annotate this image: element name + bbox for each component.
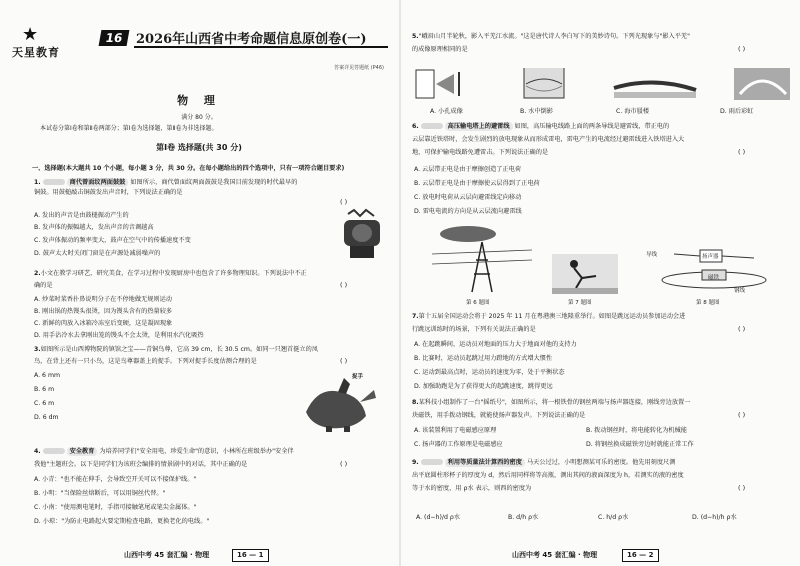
option-c: C. 放电时电荷从云层向避雷线定向移动 xyxy=(414,194,522,201)
answer-paren: ( ) xyxy=(340,198,348,206)
option-d: D. 6 dm xyxy=(34,414,59,421)
question-7 xyxy=(412,312,685,321)
option-d: D. 雷电电流的方向是从云层流向避雷线 xyxy=(414,208,522,215)
answer-paren: ( ) xyxy=(738,45,746,53)
question-text: 如图所示是山西博物院的镇馆之宝——青铜鸟尊，它高 39 cm，长 30.5 cm。如同一只翘首挺立的凤 xyxy=(40,346,318,353)
question-text: 我他"主题班会。以下是同学们为该班会编排的情景剧中的对话，其中正确的是 xyxy=(34,461,248,468)
option-a: A. 小孔成像 xyxy=(430,108,463,115)
answer-paren: ( ) xyxy=(738,325,746,333)
question-number: 9. xyxy=(412,459,419,466)
section-title: 一、选择题(本大题共 10 个小题，每小题 3 分，共 30 分。在每小题给出的四个选项中，只有一项符合题目要求) xyxy=(32,165,345,172)
answer-paren: ( ) xyxy=(340,281,348,289)
right-page xyxy=(402,0,800,566)
transmission-tower-image xyxy=(432,224,532,294)
option-b: B. d/h ρ水 xyxy=(508,514,539,521)
option-d: D. (d−h)/h ρ水 xyxy=(692,514,737,521)
answer-reference: 答案详见答题纸 (P46) xyxy=(334,65,384,71)
option-c: C. 6 m xyxy=(34,400,55,407)
magnet-label: 磁铁 xyxy=(708,275,720,281)
option-b: B. 6 m xyxy=(34,386,55,393)
question-text: 第十五届全国运动会将于 2025 年 11 月在粤港澳三地隆重举行。如图是跳远运动员参加运动会进 xyxy=(418,313,686,320)
question-text: 如图所示，商代曾面纹两面鼓鼓是我国目前发现的时代最早的 xyxy=(130,179,298,186)
question-text: 如图，高压输电线路上面的两条导线是避雷线，带正电的 xyxy=(514,123,670,130)
instructions: 本试卷分第Ⅰ卷和第Ⅱ卷两部分；第Ⅰ卷为选择题，第Ⅱ卷为非选择题。 xyxy=(40,125,218,132)
question-text: 马天公过过，小明想测某可乐的密度。他先用刻度尺测 xyxy=(526,459,676,466)
option-b: B. 刚出锅的热馒头很烫，因为馒头含有的热量较多 xyxy=(34,308,173,315)
option-a: A. 6 mm xyxy=(34,372,61,379)
option-a: A. 小青："也不能在伸手，会导致空开关可以不接保护线。" xyxy=(34,476,197,483)
option-a: A. 发出的声音是由鼓槌振动产生的 xyxy=(34,212,129,219)
header xyxy=(10,24,388,59)
page-number: 16 — 1 xyxy=(232,549,269,562)
option-d: D. 将钢丝换成磁铁旁边时就能正常工作 xyxy=(586,441,694,448)
answer-paren: ( ) xyxy=(738,484,746,492)
option-b: B. 拨动钢丝时，将电能转化为机械能 xyxy=(586,427,687,434)
question-number: 1. xyxy=(34,179,41,186)
footer-text: 山西中考 45 套汇编 · 物理 xyxy=(512,551,598,559)
question-text: 块磁铁，用手拨动钢线，就能使扬声器发声。下列说法正确的是 xyxy=(412,412,586,419)
option-d: D. 加强助跑是为了获得更大的起跳速度，跳得更远 xyxy=(414,383,553,390)
left-page xyxy=(0,0,398,566)
topic-tag: 安全教育 xyxy=(67,447,98,456)
question-text: 鸟，在背上还有一只小鸟，这是鸟尊器盖上的捉手。下列对捉手长度估测合理的是 xyxy=(34,358,257,365)
exam-title: 2026年山西省中考命题信息原创卷(一) xyxy=(136,32,367,47)
question-text: 等于水的密度，用 ρ水 表示，则西的密度为 xyxy=(412,485,532,492)
answer-paren: ( ) xyxy=(340,460,348,468)
question-1 xyxy=(34,178,297,187)
question-text: 的成像原理相同的是 xyxy=(412,46,468,53)
star-icon: ★ xyxy=(22,24,39,45)
score-note: 满分 80 分。 xyxy=(181,114,217,121)
publisher-logo xyxy=(12,24,72,59)
question-text: 云层靠近铁塔时，会发生剧烈的放电现象从而形成雷电，雷电产生的电流经过避雷线进入铁塔进入大 xyxy=(412,136,685,143)
long-jump-image xyxy=(552,254,618,294)
question-4 xyxy=(34,447,294,456)
option-a: A. 云层带正电是由于摩擦创造了正电荷 xyxy=(414,166,522,173)
option-c: C. 海市蜃楼 xyxy=(616,108,650,115)
option-b: B. 水中倒影 xyxy=(520,108,553,115)
difficulty-bar xyxy=(421,459,443,465)
bird-vessel-image xyxy=(300,372,380,434)
question-number: 7. xyxy=(412,313,419,320)
option-c: C. 小南："使用测电笔时，手指可接触笔尾或笔尖金属体。" xyxy=(34,504,197,511)
question-text: "峨眉山月半轮秋，影入平羌江水流。"这是唐代诗人李白写下的美妙诗句。下列光现象与"影入平羌" xyxy=(418,33,690,40)
option-c: C. h/d ρ水 xyxy=(598,514,629,521)
difficulty-bar xyxy=(43,179,65,185)
q5-figures xyxy=(414,64,792,104)
question-2 xyxy=(34,269,307,278)
question-3 xyxy=(34,345,318,354)
logo-text: 天星教育 xyxy=(12,46,60,59)
question-text: 确的是 xyxy=(34,282,53,289)
option-a: A. 炒菜时菜香扑鼻说明分子在不停地做无规则运动 xyxy=(34,296,172,303)
option-d: D. 鼓声太大时关闭门窗是在声源处减弱噪声的 xyxy=(34,250,161,257)
steel-wire-label: 钢线 xyxy=(734,288,746,294)
question-number: 2. xyxy=(34,270,41,277)
question-text: 某科技小组制作了一台"摇纸号"，如图所示，将一根铁骨的钢丝两端与扬声器连接，刚线旁边放置一 xyxy=(418,399,691,406)
page-number: 16 — 2 xyxy=(622,549,659,562)
wire-label: 导线 xyxy=(646,252,658,258)
option-c: C. 发声体振动的频率变大，鼓声在空气中的传播速度不变 xyxy=(34,237,191,244)
subject-title: 物 理 xyxy=(177,94,221,107)
question-text: 地，可保护输电线路免遭雷击。下列说法正确的是 xyxy=(412,149,549,156)
handle-label: 捉手 xyxy=(352,374,364,380)
fig-caption-7: 第 7 题图 xyxy=(568,300,592,306)
option-a: A. (d−h)/d ρ水 xyxy=(416,514,461,521)
option-b: B. 小明："当保险丝熔断后，可以用铜丝代替。" xyxy=(34,490,166,497)
question-number: 6. xyxy=(412,123,419,130)
difficulty-bar xyxy=(43,448,65,454)
question-number: 8. xyxy=(412,399,419,406)
question-9 xyxy=(412,458,675,467)
footer-text: 山西中考 45 套汇编 · 物理 xyxy=(124,551,210,559)
part1-title: 第Ⅰ卷 选择题(共 30 分) xyxy=(156,143,242,152)
topic-tag: 商代曾面纹两面鼓鼓 xyxy=(67,178,129,187)
question-5 xyxy=(412,32,690,41)
question-text: 为培养同学们"安全用电，珍爱生命"的意识，小林所在班级举办"安全伴 xyxy=(99,448,294,455)
answer-paren: ( ) xyxy=(340,357,348,365)
fig-caption-8: 第 8 题图 xyxy=(696,300,720,306)
option-b: B. 云层带正电是由于摩擦使云层得到了正电荷 xyxy=(414,180,540,187)
page-gutter xyxy=(399,0,401,566)
question-number: 4. xyxy=(34,448,41,455)
option-b: B. 发声体的振幅越大，发出声音的音调越高 xyxy=(34,224,154,231)
fig-caption-6: 第 6 题图 xyxy=(466,300,490,306)
option-a: A. 该装置利用了电磁感应原理 xyxy=(414,427,497,434)
question-text: 出平底圆柱形杯子的厚度为 d，然后用同样将等高瓶，测出其间的液面深度为 h，若测实的液的密度 xyxy=(412,472,684,479)
option-a: A. 在起跳瞬间，运动员对地面的压力大于地面对他的支持力 xyxy=(414,341,577,348)
answer-paren: ( ) xyxy=(738,148,746,156)
topic-tag: 利用等质量法计算西的密度 xyxy=(445,458,525,467)
option-d: D. 小琼："为防止电路起火要定期检查电路，更换老化的电线。" xyxy=(34,518,210,525)
topic-tag: 高压输电塔上的避雷线 xyxy=(445,122,513,131)
exam-number-badge: 16 xyxy=(99,30,130,46)
question-text: 行跳远训练时的场景，下列有关说法正确的是 xyxy=(412,326,536,333)
bronze-drum-image xyxy=(338,208,386,263)
question-number: 3. xyxy=(34,346,41,353)
option-c: C. 运动到最高点时，运动员的速度为零，处于平衡状态 xyxy=(414,369,565,376)
option-c: C. 新鲜的肉放入冰箱冷冻室后变硬，这是凝固现象 xyxy=(34,320,173,327)
option-d: D. 雨后彩虹 xyxy=(720,108,754,115)
option-c: C. 扬声器的工作原理是电磁感应 xyxy=(414,441,503,448)
question-8 xyxy=(412,398,690,407)
question-6 xyxy=(412,122,669,131)
option-b: B. 比赛时，运动员起跳过用力蹬地的方式增大惯性 xyxy=(414,355,553,362)
option-d: D. 用手沾冷水去拿刚出笼的馒头不会太烫，是利用水汽化吸热 xyxy=(34,332,204,339)
difficulty-bar xyxy=(421,123,443,129)
question-text: 铜鼓。用鼓槌敲击铜鼓发出声音时，下列说法正确的是 xyxy=(34,189,183,196)
question-number: 5. xyxy=(412,33,419,40)
speaker-label: 扬声器 xyxy=(702,254,719,260)
question-text: 小文在教学习研艺，研究美食，在学习过程中发现厨房中也包含了许多物理知识。下列说法中不正 xyxy=(40,270,307,277)
answer-paren: ( ) xyxy=(738,411,746,419)
